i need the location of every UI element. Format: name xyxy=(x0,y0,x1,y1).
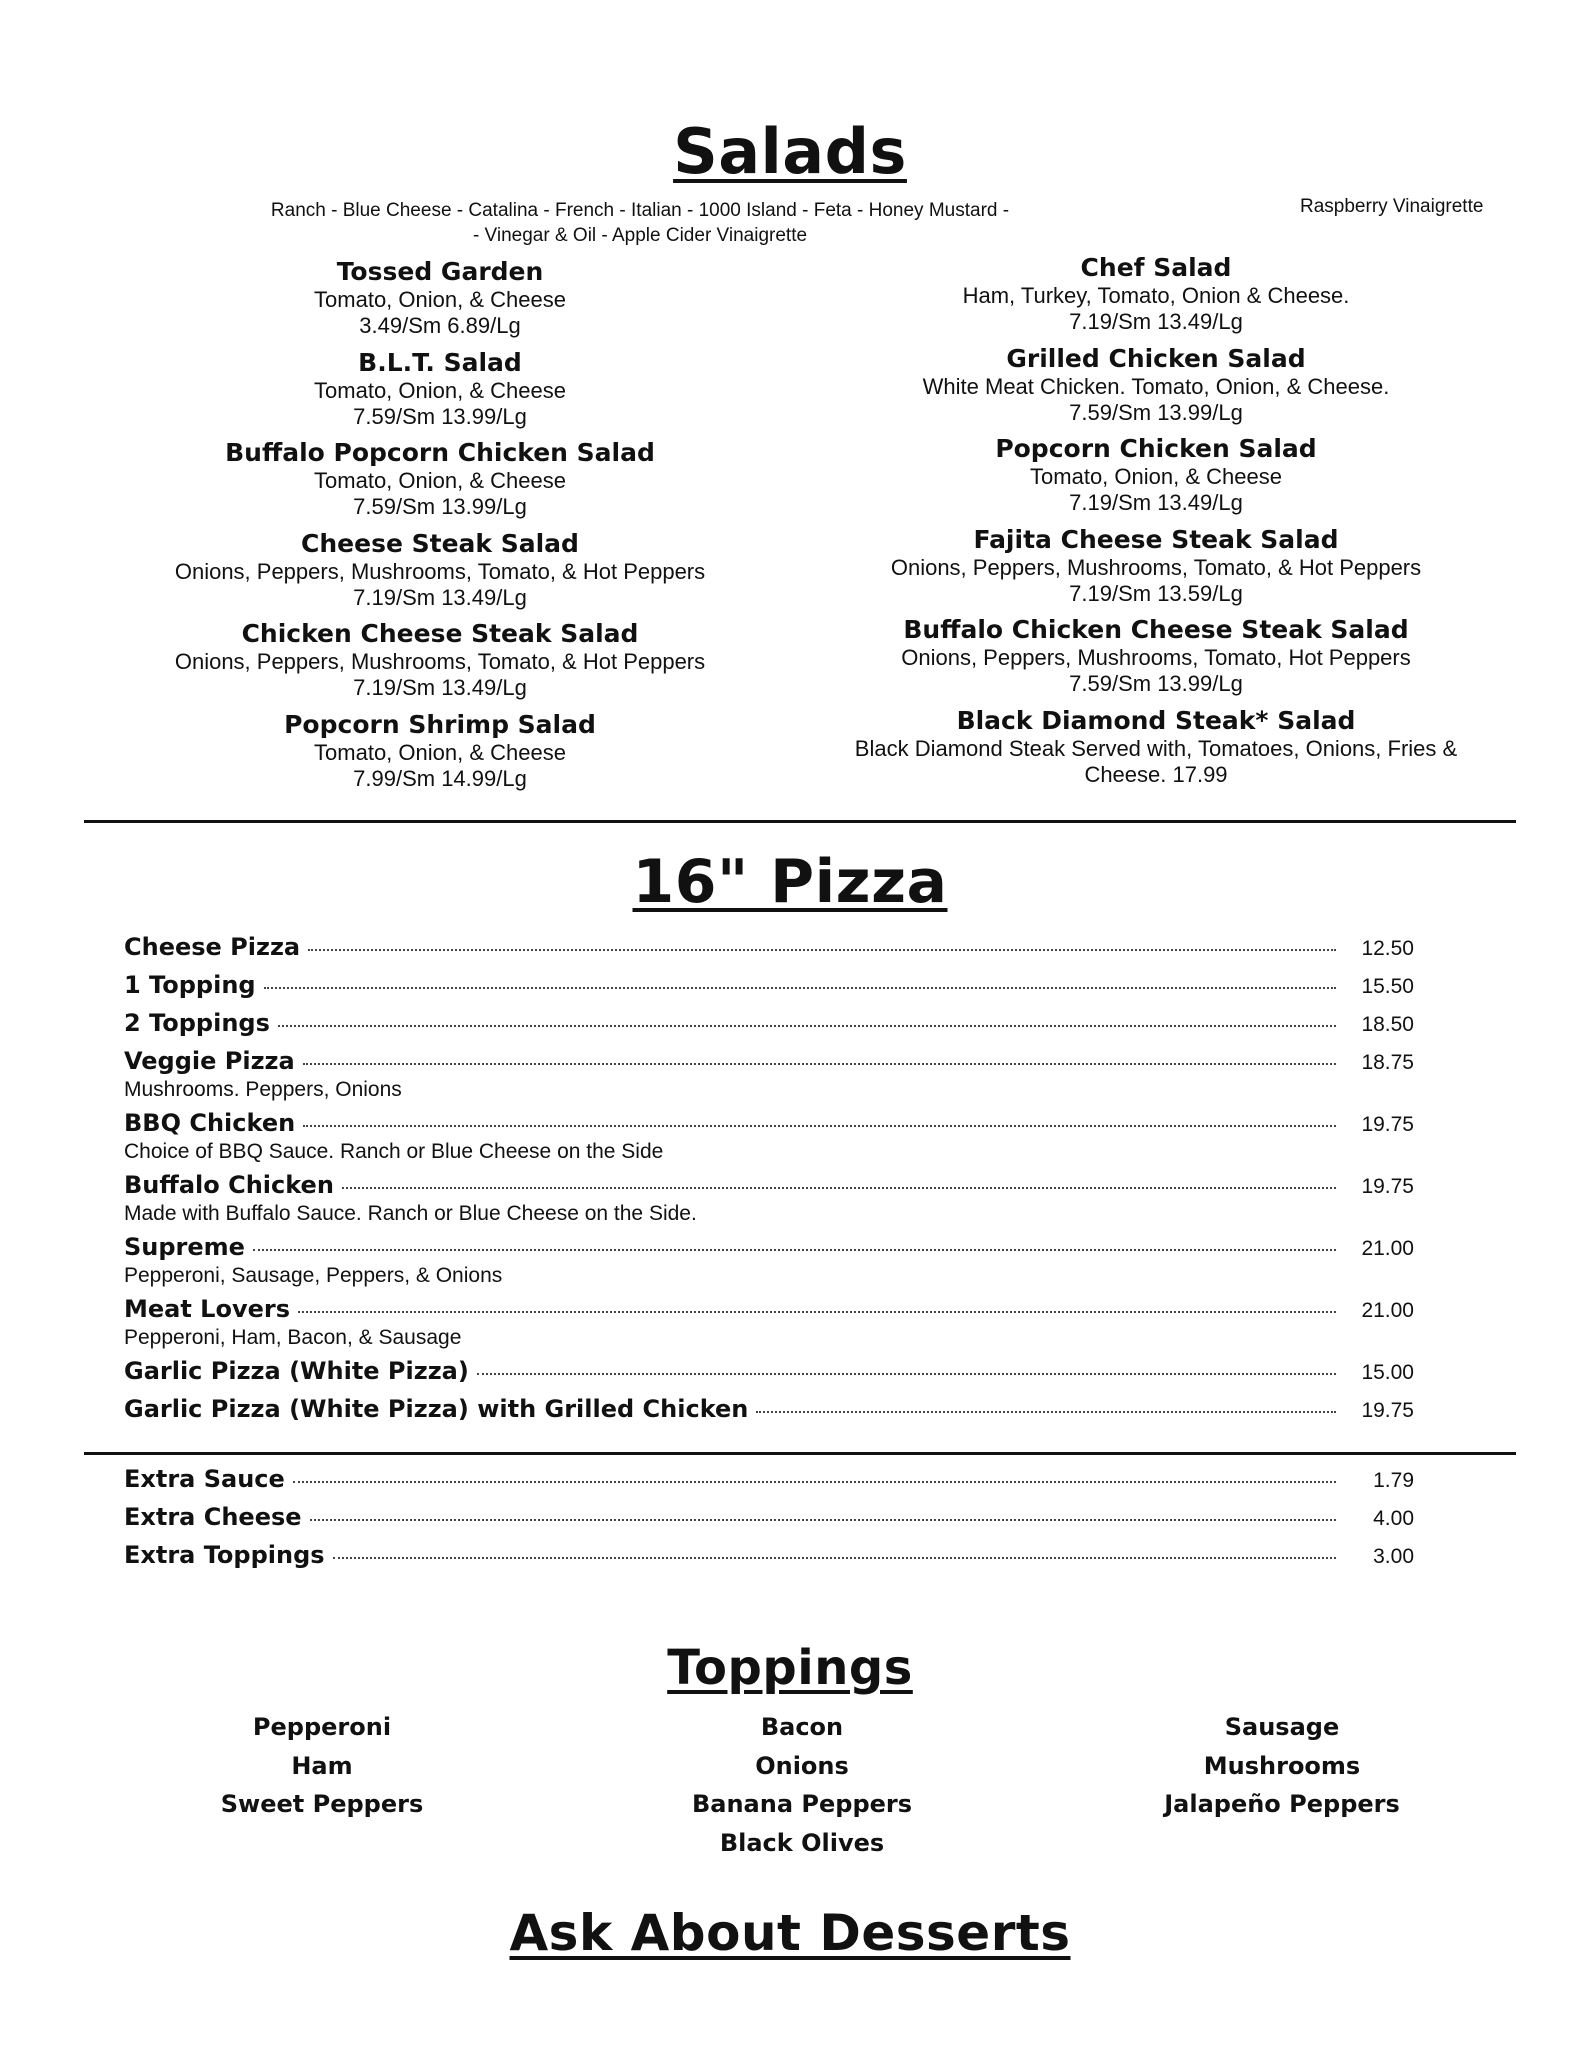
pizza-price: 18.50 xyxy=(1361,1013,1414,1036)
salad-price: 7.19/Sm 13.49/Lg xyxy=(353,675,527,700)
toppings-column-1 xyxy=(112,1708,532,1824)
section-divider xyxy=(84,820,1516,823)
salad-item xyxy=(120,437,760,528)
pizza-name: Cheese Pizza xyxy=(124,933,301,961)
salad-name: Chef Salad xyxy=(1080,253,1232,282)
extra-name: Extra Cheese xyxy=(124,1503,302,1531)
extras-divider xyxy=(84,1452,1516,1455)
topping-item: Mushrooms xyxy=(1203,1751,1361,1780)
dot-leader xyxy=(278,1025,1336,1027)
dressings-line-2: - Vinegar & Oil - Apple Cider Vinaigrette xyxy=(472,225,808,246)
salad-name: Tossed Garden xyxy=(336,257,544,286)
pizza-item xyxy=(124,1228,1414,1290)
salad-description: Tomato, Onion, & Cheese xyxy=(1030,464,1282,489)
topping-item: Black Olives xyxy=(719,1828,885,1857)
salad-description: Onions, Peppers, Mushrooms, Tomato, & Hot Peppers xyxy=(174,649,706,674)
extra-name: Extra Toppings xyxy=(124,1541,325,1569)
salad-item xyxy=(836,252,1476,343)
pizza-description: Choice of BBQ Sauce. Ranch or Blue Cheese on the Side xyxy=(124,1140,664,1163)
salad-item xyxy=(836,343,1476,434)
pizza-name: Garlic Pizza (White Pizza) xyxy=(124,1357,469,1385)
pizza-price: 21.00 xyxy=(1361,1237,1414,1260)
toppings-column-3 xyxy=(1072,1708,1492,1824)
salads-right-column xyxy=(836,252,1476,795)
topping-item: Banana Peppers xyxy=(691,1790,913,1818)
extras-list xyxy=(124,1460,1414,1574)
pizza-description: Pepperoni, Ham, Bacon, & Sausage xyxy=(124,1326,462,1349)
pizza-description: Pepperoni, Sausage, Peppers, & Onions xyxy=(124,1264,503,1287)
salad-name: Popcorn Shrimp Salad xyxy=(284,709,596,739)
salad-item xyxy=(120,256,760,347)
pizza-name: Supreme xyxy=(124,1233,245,1261)
pizza-price: 15.50 xyxy=(1361,975,1414,998)
extra-price: 3.00 xyxy=(1373,1545,1414,1568)
pizza-item xyxy=(124,1390,1414,1428)
salad-item xyxy=(120,347,760,438)
dot-leader xyxy=(303,1063,1336,1065)
pizza-title: 16" Pizza xyxy=(632,847,948,917)
salad-item xyxy=(120,528,760,619)
pizza-item xyxy=(124,1004,1414,1042)
salad-price: Cheese. 17.99 xyxy=(1084,761,1228,787)
dressings-line-1: Ranch - Blue Cheese - Catalina - French - Italian - 1000 Island - Feta - Honey Mustard - xyxy=(270,200,1010,221)
pizza-item xyxy=(124,1104,1414,1166)
salad-description: Onions, Peppers, Mushrooms, Tomato, & Hot Peppers xyxy=(890,554,1422,580)
pizza-name: 2 Toppings xyxy=(124,1009,270,1037)
salad-name: B.L.T. Salad xyxy=(358,347,522,377)
pizza-price: 15.00 xyxy=(1361,1361,1414,1384)
topping-item: Sweet Peppers xyxy=(220,1790,424,1818)
salad-description: White Meat Chicken. Tomato, Onion, & Cheese. xyxy=(922,373,1390,399)
dot-leader xyxy=(756,1411,1336,1413)
topping-item: Pepperoni xyxy=(252,1713,392,1741)
pizza-description: Made with Buffalo Sauce. Ranch or Blue Cheese on the Side. xyxy=(124,1202,697,1225)
pizza-item xyxy=(124,1166,1414,1228)
pizza-price: 12.50 xyxy=(1361,937,1414,960)
salad-price: 7.99/Sm 14.99/Lg xyxy=(353,765,527,791)
salad-item xyxy=(836,705,1476,796)
pizza-item xyxy=(124,928,1414,966)
salad-name: Buffalo Popcorn Chicken Salad xyxy=(225,438,655,467)
salad-item xyxy=(120,709,760,800)
topping-item: Sausage xyxy=(1224,1713,1340,1741)
salads-left-column xyxy=(120,256,760,799)
pizza-item xyxy=(124,1352,1414,1390)
dot-leader xyxy=(293,1481,1336,1483)
pizza-description: Mushrooms. Peppers, Onions xyxy=(124,1078,402,1101)
topping-item: Jalapeño Peppers xyxy=(1164,1790,1400,1818)
pizza-name: Buffalo Chicken xyxy=(124,1171,334,1199)
salad-description: Tomato, Onion, & Cheese xyxy=(314,377,566,403)
salad-name: Fajita Cheese Steak Salad xyxy=(973,524,1339,554)
pizza-name: BBQ Chicken xyxy=(124,1109,296,1137)
salad-price: 7.19/Sm 13.49/Lg xyxy=(1069,309,1243,334)
salad-price: 7.19/Sm 13.49/Lg xyxy=(1069,490,1243,515)
dot-leader xyxy=(333,1557,1336,1559)
pizza-item xyxy=(124,1042,1414,1104)
pizza-item xyxy=(124,1290,1414,1352)
extra-name: Extra Sauce xyxy=(124,1465,285,1493)
salad-name: Chicken Cheese Steak Salad xyxy=(241,619,639,648)
pizza-name: Garlic Pizza (White Pizza) with Grilled Chicken xyxy=(124,1395,749,1423)
salad-price: 3.49/Sm 6.89/Lg xyxy=(359,313,521,338)
salad-description: Tomato, Onion, & Cheese xyxy=(314,739,566,765)
desserts-title: Ask About Desserts xyxy=(509,1904,1071,1962)
extra-item xyxy=(124,1460,1414,1498)
dot-leader xyxy=(477,1373,1336,1375)
pizza-name: Veggie Pizza xyxy=(124,1047,295,1075)
pizza-price: 19.75 xyxy=(1361,1175,1414,1198)
salad-name: Popcorn Chicken Salad xyxy=(995,434,1317,463)
dot-leader xyxy=(308,949,1336,951)
salad-name: Buffalo Chicken Cheese Steak Salad xyxy=(903,615,1409,644)
dot-leader xyxy=(298,1311,1336,1313)
pizza-list xyxy=(124,928,1414,1428)
pizza-price: 21.00 xyxy=(1361,1299,1414,1322)
salad-item xyxy=(836,524,1476,615)
salad-item xyxy=(120,618,760,709)
dot-leader xyxy=(264,987,1336,989)
dressings-list xyxy=(200,198,1080,248)
salad-price: 7.59/Sm 13.99/Lg xyxy=(1069,671,1243,696)
toppings-title: Toppings xyxy=(667,1640,913,1696)
toppings-column-2 xyxy=(592,1708,1012,1862)
pizza-price: 18.75 xyxy=(1361,1051,1414,1074)
salad-price: 7.19/Sm 13.49/Lg xyxy=(353,584,527,610)
salad-description: Ham, Turkey, Tomato, Onion & Cheese. xyxy=(962,283,1350,308)
salad-item xyxy=(836,614,1476,705)
pizza-name: 1 Topping xyxy=(124,971,256,999)
salad-description: Tomato, Onion, & Cheese xyxy=(314,468,566,493)
extra-price: 1.79 xyxy=(1373,1469,1414,1492)
salad-name: Grilled Chicken Salad xyxy=(1006,343,1306,373)
salad-price: 7.59/Sm 13.99/Lg xyxy=(1069,399,1243,425)
salad-description: Tomato, Onion, & Cheese xyxy=(314,287,566,312)
salad-price: 7.59/Sm 13.99/Lg xyxy=(353,403,527,429)
dot-leader xyxy=(310,1519,1336,1521)
salads-title: Salads xyxy=(673,115,907,188)
pizza-price: 19.75 xyxy=(1361,1399,1414,1422)
dressing-raspberry: Raspberry Vinaigrette xyxy=(1300,196,1484,217)
dot-leader xyxy=(342,1187,1336,1189)
topping-item: Bacon xyxy=(760,1713,844,1741)
dot-leader xyxy=(303,1125,1336,1127)
salad-description: Onions, Peppers, Mushrooms, Tomato, Hot Peppers xyxy=(901,645,1411,670)
salad-item xyxy=(836,433,1476,524)
extra-item xyxy=(124,1536,1414,1574)
salad-name: Black Diamond Steak* Salad xyxy=(956,705,1356,735)
dot-leader xyxy=(253,1249,1336,1251)
pizza-item xyxy=(124,966,1414,1004)
extra-item xyxy=(124,1498,1414,1536)
pizza-name: Meat Lovers xyxy=(124,1295,291,1323)
salad-description: Black Diamond Steak Served with, Tomatoes, Onions, Fries & xyxy=(854,735,1458,761)
pizza-price: 19.75 xyxy=(1361,1113,1414,1136)
salad-description: Onions, Peppers, Mushrooms, Tomato, & Hot Peppers xyxy=(174,558,706,584)
extra-price: 4.00 xyxy=(1373,1507,1414,1530)
topping-item: Onions xyxy=(755,1751,849,1780)
salad-price: 7.19/Sm 13.59/Lg xyxy=(1069,580,1243,606)
salad-price: 7.59/Sm 13.99/Lg xyxy=(353,494,527,519)
topping-item: Ham xyxy=(291,1751,353,1780)
salad-name: Cheese Steak Salad xyxy=(301,528,579,558)
